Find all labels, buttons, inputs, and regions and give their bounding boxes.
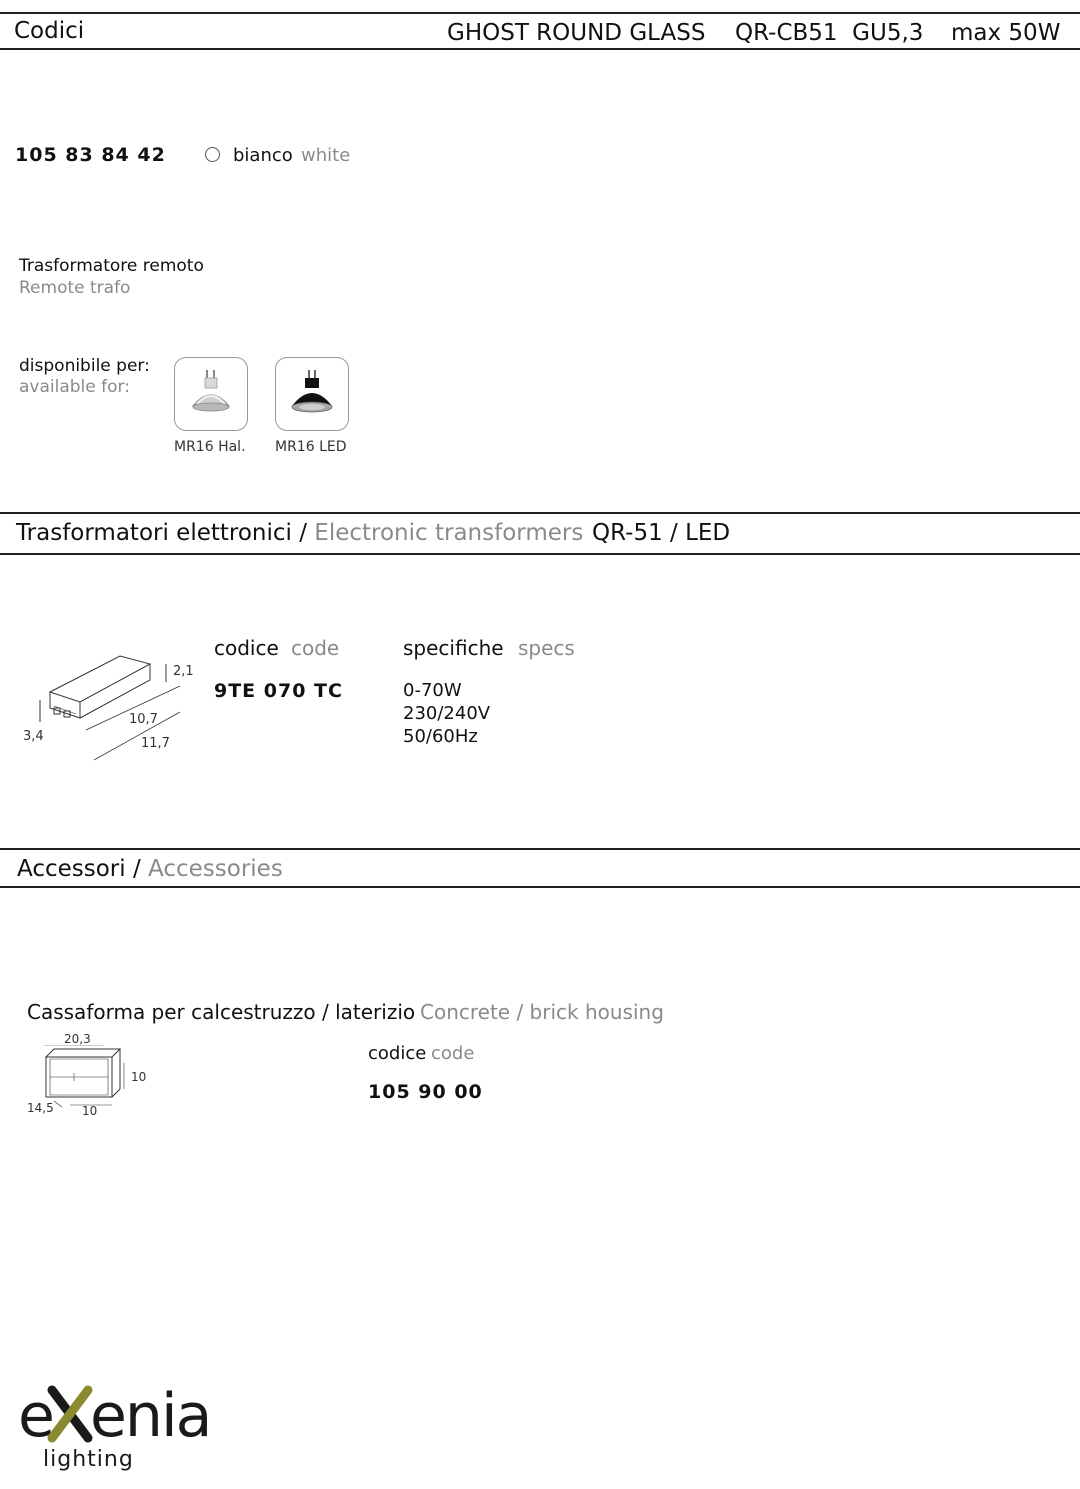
svg-text:enia: enia [90,1381,211,1451]
lamp-thumb-led [275,357,349,431]
transformers-title-en: Electronic transformers [314,520,584,546]
transformer-specs-label-it: specifiche [403,636,504,660]
accessories-bottom-rule [0,886,1080,888]
header-bottom-rule [0,48,1080,50]
transformer-specs-label-en: specs [518,636,575,660]
color-en: white [301,145,351,166]
transformer-spec-power: 0-70W [403,680,462,701]
exenia-logo [18,1378,268,1473]
color-it: bianco [233,145,293,166]
transformers-title [16,520,583,546]
trafo-en: Remote trafo [19,278,131,298]
available-it: disponibile per: [19,356,150,376]
svg-text:e: e [18,1381,53,1451]
svg-text:lighting: lighting [43,1447,134,1472]
accessories-top-rule [0,848,1080,850]
transformer-code: 9TE 070 TC [214,680,343,702]
section-title: Codici [14,18,85,44]
accessories-title-it: Accessori [17,856,126,882]
transformer-dim-l2: 11,7 [141,736,170,751]
housing-dim-w: 10 [82,1104,98,1118]
accessories-title-en: Accessories [148,856,283,882]
accessory-code: 105 90 00 [368,1081,483,1103]
accessories-title-sep: / [132,856,141,882]
accessory-code-label-it: codice [368,1043,427,1064]
product-name: GHOST ROUND GLASS [447,20,706,46]
trafo-it: Trasformatore remoto [19,256,204,276]
lamp-label-halogen: MR16 Hal. [174,439,246,455]
housing-dim-d: 14,5 [27,1101,54,1115]
accessory-item-en: Concrete / brick housing [420,1000,664,1024]
product-code: 105 83 84 42 [15,144,166,166]
transformer-dim-h: 2,1 [173,664,194,679]
transformers-type: QR-51 / LED [592,520,731,546]
lamp-label-led: MR16 LED [275,439,347,455]
transformer-code-label-it: codice [214,636,279,660]
transformers-top-rule [0,512,1080,514]
transformer-dim-w: 3,4 [23,729,44,744]
accessories-title [17,856,283,882]
transformer-spec-voltage: 230/240V [403,703,491,724]
led-bulb-icon [276,358,348,430]
lamp-type: QR-CB51 GU5,3 [735,20,924,46]
available-en: available for: [19,377,130,397]
transformer-dim-l1: 10,7 [129,712,158,727]
accessory-code-label-en: code [431,1043,475,1064]
lamp-thumb-halogen [174,357,248,431]
housing-dim-top: 20,3 [64,1032,91,1046]
transformers-title-sep: / [299,520,307,546]
accessory-item-it: Cassaforma per calcestruzzo / laterizio [27,1000,416,1024]
housing-drawing [40,1045,135,1110]
housing-dim-h: 10 [131,1070,147,1084]
transformer-spec-frequency: 50/60Hz [403,726,478,747]
transformers-title-it: Trasformatori elettronici [16,520,292,546]
max-power: max 50W [951,20,1061,46]
halogen-bulb-icon [175,358,247,430]
top-rule [0,12,1080,14]
transformer-code-label-en: code [291,636,340,660]
transformers-bottom-rule [0,553,1080,555]
color-circle-icon [205,147,220,162]
